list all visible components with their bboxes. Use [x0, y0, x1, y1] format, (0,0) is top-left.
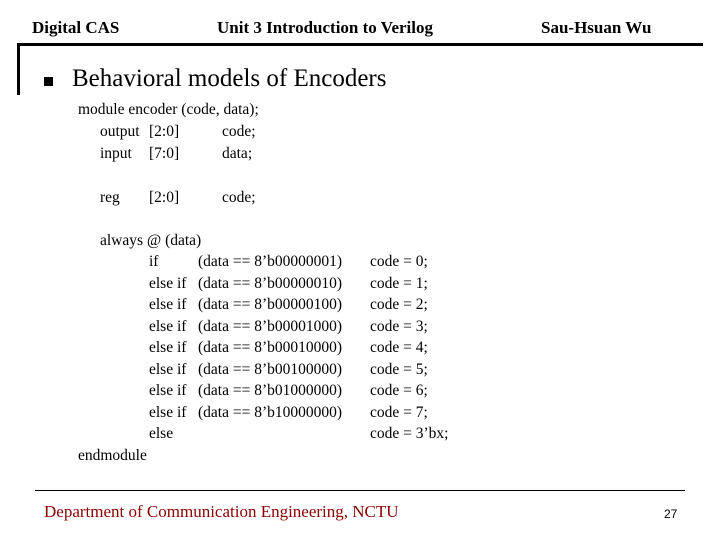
- left-rule: [17, 43, 20, 95]
- branch-statement: code = 5;: [370, 361, 428, 378]
- branch-condition: (data == 8’b01000000): [198, 382, 343, 399]
- decl-input-range: [7:0]: [149, 145, 180, 162]
- decl-input-name: data;: [222, 145, 253, 162]
- branch-keyword: else if: [149, 382, 187, 399]
- branch-keyword: else if: [149, 361, 187, 378]
- always-line: always @ (data): [100, 232, 202, 249]
- branch-condition: (data == 8’b00010000): [198, 339, 343, 356]
- branch-keyword: if: [149, 253, 159, 270]
- branch-keyword: else if: [149, 275, 187, 292]
- decl-reg-keyword: reg: [100, 189, 120, 206]
- branch-statement: code = 2;: [370, 296, 428, 313]
- branch-statement: code = 3;: [370, 318, 428, 335]
- branch-keyword: else if: [149, 318, 187, 335]
- branch-condition: (data == 8’b00000010): [198, 275, 343, 292]
- decl-output-keyword: output: [100, 123, 140, 140]
- branch-condition: (data == 8’b00001000): [198, 318, 343, 335]
- branch-statement: code = 7;: [370, 404, 428, 421]
- branch-condition: (data == 8’b10000000): [198, 404, 343, 421]
- branch-statement: code = 1;: [370, 275, 428, 292]
- header-course: Digital CAS: [32, 18, 120, 37]
- header-author: Sau-Hsuan Wu: [541, 18, 652, 37]
- branch-keyword: else: [149, 425, 174, 442]
- decl-output-range: [2:0]: [149, 123, 180, 140]
- slide-title: Behavioral models of Encoders: [72, 65, 387, 92]
- footer-rule: [35, 490, 685, 491]
- header-unit-title: Unit 3 Introduction to Verilog: [217, 18, 433, 37]
- branch-keyword: else if: [149, 339, 187, 356]
- decl-output-name: code;: [222, 123, 256, 140]
- branch-statement: code = 0;: [370, 253, 428, 270]
- branch-keyword: else if: [149, 404, 187, 421]
- branch-statement: code = 4;: [370, 339, 428, 356]
- header-rule: [17, 43, 703, 46]
- branch-condition: (data == 8’b00000001): [198, 253, 343, 270]
- branch-statement: code = 3’bx;: [370, 425, 449, 442]
- page-number: 27: [664, 507, 678, 521]
- branch-keyword: else if: [149, 296, 187, 313]
- endmodule-line: endmodule: [78, 447, 147, 464]
- bullet-icon: [44, 77, 53, 86]
- footer-department: Department of Communication Engineering, NCTU: [44, 502, 399, 521]
- branch-statement: code = 6;: [370, 382, 428, 399]
- branch-condition: (data == 8’b00000100): [198, 296, 343, 313]
- decl-input-keyword: input: [100, 145, 132, 162]
- decl-reg-range: [2:0]: [149, 189, 180, 206]
- decl-reg-name: code;: [222, 189, 256, 206]
- module-line: module encoder (code, data);: [78, 101, 259, 118]
- branch-condition: (data == 8’b00100000): [198, 361, 343, 378]
